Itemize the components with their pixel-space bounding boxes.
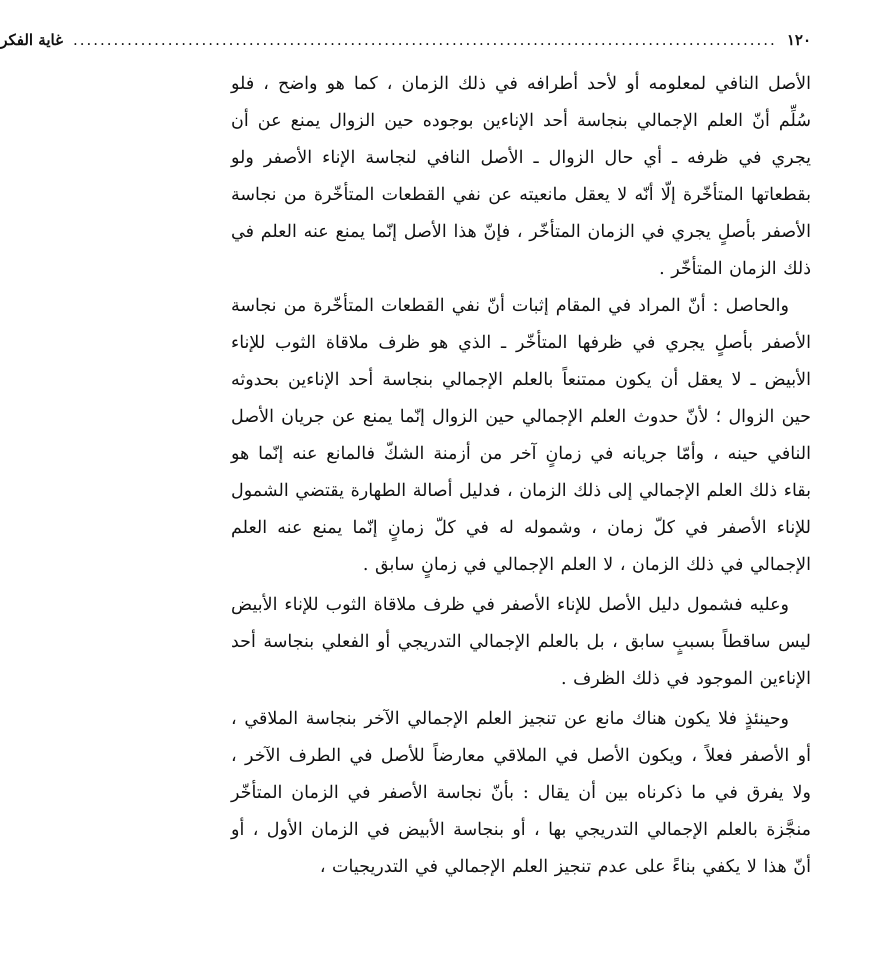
running-header [0, 26, 811, 54]
page-number: ١٢٠ [786, 31, 811, 49]
book-page [0, 26, 811, 966]
paragraph-consequence: وعليه فشمول دليل الأصل للإناء الأصفر في ظرف ملاقاة الثوب للإناء الأبيض ليس ساقطاً بسببٍ سابق ، بل بالعلم الإجمالي التدريجي أو الفعلي بنجاسة أحد الإناءين الموجود في ذلك الظرف . [231, 595, 811, 689]
paragraph-continuation: الأصل النافي لمعلومه أو لأحد أطرافه في ذلك الزمان ، كما هو واضح ، فلو سُلِّم أنّ العلم الإجمالي بنجاسة أحد الإناءين بوجوده حين الزوال يمنع عن أن يجري في ظرفه ـ أي حال الزوال ـ الأصل النافي لنجاسة الإناء الأصفر ولو بقطعاتها المتأخّرة إلّا أنّه لا يعقل مانعيته عن نفي القطعات المتأخّرة من نجاسة الأصفر بأصلٍ يجري في الزمان المتأخّر ، فإنّ هذا الأصل إنّما يمنع عنه العلم في ذلك الزمان المتأخّر . [231, 74, 811, 279]
body-text [231, 66, 811, 886]
book-title: غاية الفكر [0, 31, 63, 49]
paragraph-summary: والحاصل : أنّ المراد في المقام إثبات أنّ نفي القطعات المتأخّرة من نجاسة الأصفر بأصلٍ يجري في ظرفها المتأخّر ـ الذي هو ظرف ملاقاة الثوب للإناء الأبيض ـ لا يعقل أن يكون ممتنعاً بالعلم الإجمالي بنجاسة أحد الإناءين بحدوثه حين الزوال ؛ لأنّ حدوث العلم الإجمالي حين الزوال إنّما يمنع عن جريان الأصل النافي حينه ، وأمّا جريانه في زمانٍ آخر من أزمنة الشكّ فالمانع عنه إنّما هو بقاء ذلك العلم الإجمالي إلى ذلك الزمان ، فدليل أصالة الطهارة يقتضي الشمول للإناء الأصفر في كلّ زمان ، وشموله له في كلّ زمانٍ إنّما يمنع عنه العلم الإجمالي في ذلك الزمان ، لا العلم الإجمالي في زمانٍ سابق . [231, 296, 811, 575]
dot-leader: ........................................................................................................ [72, 31, 777, 49]
paragraph-conclusion: وحينئذٍ فلا يكون هناك مانع عن تنجيز العلم الإجمالي الآخر بنجاسة الملاقي ، أو الأصفر فعلاً ، ويكون الأصل في الملاقي معارضاً للأصل في الطرف الآخر ، ولا يفرق في ما ذكرناه بين أن يقال : بأنّ نجاسة الأصفر في الزمان المتأخّر منجَّزة بالعلم الإجمالي التدريجي بها ، أو بنجاسة الأبيض في الزمان الأول ، أو أنّ هذا لا يكفي بناءً على عدم تنجيز العلم الإجمالي في التدريجيات ، [231, 709, 811, 877]
